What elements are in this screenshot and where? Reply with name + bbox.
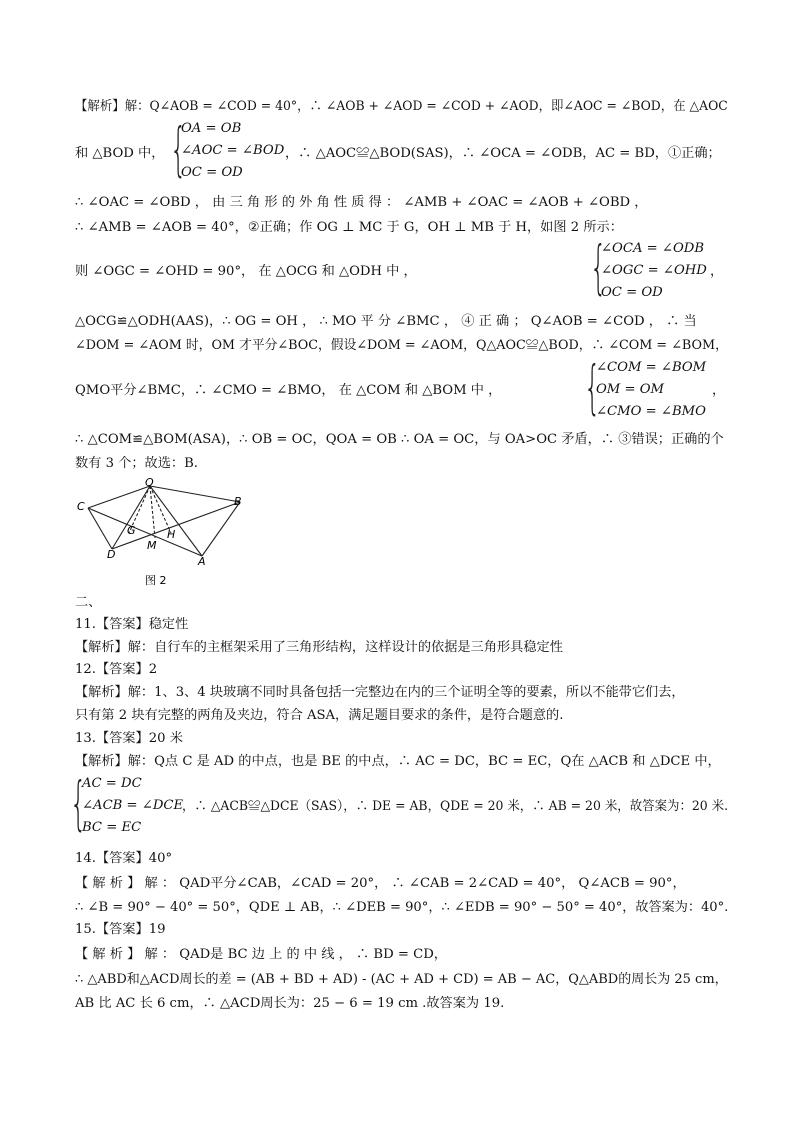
analysis-line-6: △OCG≌△ODH(AAS)，∴ OG = OH ， ∴ MO 平 分 ∠BMC ， ④ 正 确 ； Q∠AOB = ∠COD ， ∴ 当 [75,314,697,329]
analysis-line-8-prefix: QMO平分∠BMC，∴ ∠CMO = ∠BMO， 在 △COM 和 △BOM 中 ， [75,383,502,398]
segment-cd [88,508,112,549]
equation-system-q13 [82,775,183,841]
label-d: D [107,548,116,561]
label-c: C [77,500,85,513]
q12-answer: 12.【答案】2 [75,662,158,677]
sys3-row-1: ∠COM = ∠BOM [596,360,707,375]
q12-analysis-line-2: 只有第 2 块有完整的两角及夹边，符合 ASA，满足题目要求的条件，是符合题意的. [75,708,564,723]
q15-analysis-line-1: 【 解 析 】 解 ： QAD是 BC 边 上 的 中 线 ， ∴ BD = CD， [75,947,447,962]
analysis-line-3: ∴ ∠OAC = ∠OBD ， 由 三 角 形 的 外 角 性 质 得 ： ∠AMB + ∠OAC = ∠AOB + ∠OBD ， [75,195,648,210]
analysis-line-5-comma: ， [710,264,724,279]
geometry-figure-2 [75,478,255,590]
segment-ca [88,508,202,556]
sys1-row-1: OA = OB [181,121,242,136]
equation-system-2 [601,240,707,306]
brace-system-3: { [584,353,601,421]
q15-answer: 15.【答案】19 [75,922,166,937]
brace-system-1: { [170,115,187,183]
label-o: O [145,478,154,489]
label-a: A [198,555,206,568]
q15-analysis-line-3: AB 比 AC 长 6 cm，∴ △ACD周长为：25 − 6 = 19 cm .故答案为 19. [75,996,505,1011]
sys2-row-2: ∠OGC = ∠OHD [601,263,707,278]
segment-ba [202,502,240,556]
equation-system-3 [596,359,706,425]
brace-system-2: { [590,233,607,301]
analysis-line-7: ∠DOM = ∠AOM 时，OM 才平分∠BOC，假设∠DOM = ∠AOM，Q△AOC≌△BOD，∴ ∠COM = ∠BOM， [75,338,728,353]
q13-sys-row-3: BC = EC [82,820,142,835]
q13-answer: 13.【答案】20 米 [75,731,183,746]
sys3-row-3: ∠CMO = ∠BMO [596,404,706,419]
analysis-line-2-prefix: 和 △BOD 中， [75,146,165,161]
section-heading: 二、 [75,595,102,610]
q15-analysis-line-2: ∴ △ABD和△ACD周长的差 = (AB + BD + AD) - (AC + AD + CD) = AB − AC，Q△ABD的周长为 25 cm， [75,972,728,987]
sys2-row-1: ∠OCA = ∠ODB [601,241,705,256]
analysis-line-8-comma: ， [712,383,726,398]
segment-od [112,486,150,549]
q13-analysis-line-1: 【解析】解：Q点 C 是 AD 的中点，也是 BE 的中点，∴ AC = DC，BC = EC，Q在 △ACB 和 △DCE 中， [75,754,721,769]
analysis-line-2-suffix: ，∴ △AOC≌△BOD(SAS)，∴ ∠OCA = ∠ODB，AC = BD，①正确； [285,146,721,161]
segment-om [150,486,155,538]
q11-analysis: 【解析】解：自行车的主框架采用了三角形结构，这样设计的依据是三角形具稳定性 [75,640,563,655]
segment-oc [88,486,150,508]
segment-ob [150,486,240,502]
sys1-row-3: OC = OD [181,165,243,180]
label-b: B [234,495,242,508]
sys1-row-2: ∠AOC = ∠BOD [181,143,285,158]
label-m: M [147,539,157,552]
q14-answer: 14.【答案】40° [75,851,173,866]
sys3-row-2: OM = OM [596,382,665,397]
q13-analysis-line-2: ，∴ △ACB≌△DCE（SAS），∴ DE = AB，QDE = 20 米，∴ AB = 20 米，故答案为：20 米. [182,799,729,814]
q13-sys-row-2: ∠ACB = ∠DCE [82,798,184,813]
q12-analysis-line-1: 【解析】解：1、3、4 块玻璃不同时具备包括一完整边在内的三个证明全等的要素，所以不能带它们去， [75,685,685,700]
q13-sys-row-1: AC = DC [82,776,142,791]
q11-answer: 11.【答案】稳定性 [75,617,189,632]
analysis-line-4: ∴ ∠AMB = ∠AOB = 40°，②正确；作 OG ⊥ MC 于 G，OH ⊥ MB 于 H，如图 2 所示： [75,220,623,235]
analysis-line-10: 数有 3 个；故选：B. [75,456,198,471]
brace-system-q13: { [70,769,87,837]
analysis-line-1: 【解析】解：Q∠AOB = ∠COD = 40°，∴ ∠AOB + ∠AOD = ∠COD + ∠AOD，即∠AOC = ∠BOD，在 △AOC [75,99,728,114]
q14-analysis-line-1: 【 解 析 】 解 ： QAD平分∠CAB，∠CAD = 20°， ∴ ∠CAB = 2∠CAD = 40°， Q∠ACB = 90°， [75,876,686,891]
q14-analysis-line-2: ∴ ∠B = 90° − 40° = 50°，QDE ⊥ AB，∴ ∠DEB = 90°，∴ ∠EDB = 90° − 50° = 40°，故答案为：40°. [75,900,729,915]
analysis-line-5-prefix: 则 ∠OGC = ∠OHD = 90°， 在 △OCG 和 △ODH 中 ， [75,264,417,279]
label-g: G [127,524,136,537]
analysis-line-9: ∴ △COM≌△BOM(ASA)，∴ OB = OC，QOA = OB ∴ OA = OC，与 OA>OC 矛盾，∴ ③错误；正确的个 [75,432,724,447]
label-h: H [167,528,176,541]
equation-system-1 [181,120,284,186]
figure-caption: 图 2 [145,574,167,587]
sys2-row-3: OC = OD [601,285,663,300]
